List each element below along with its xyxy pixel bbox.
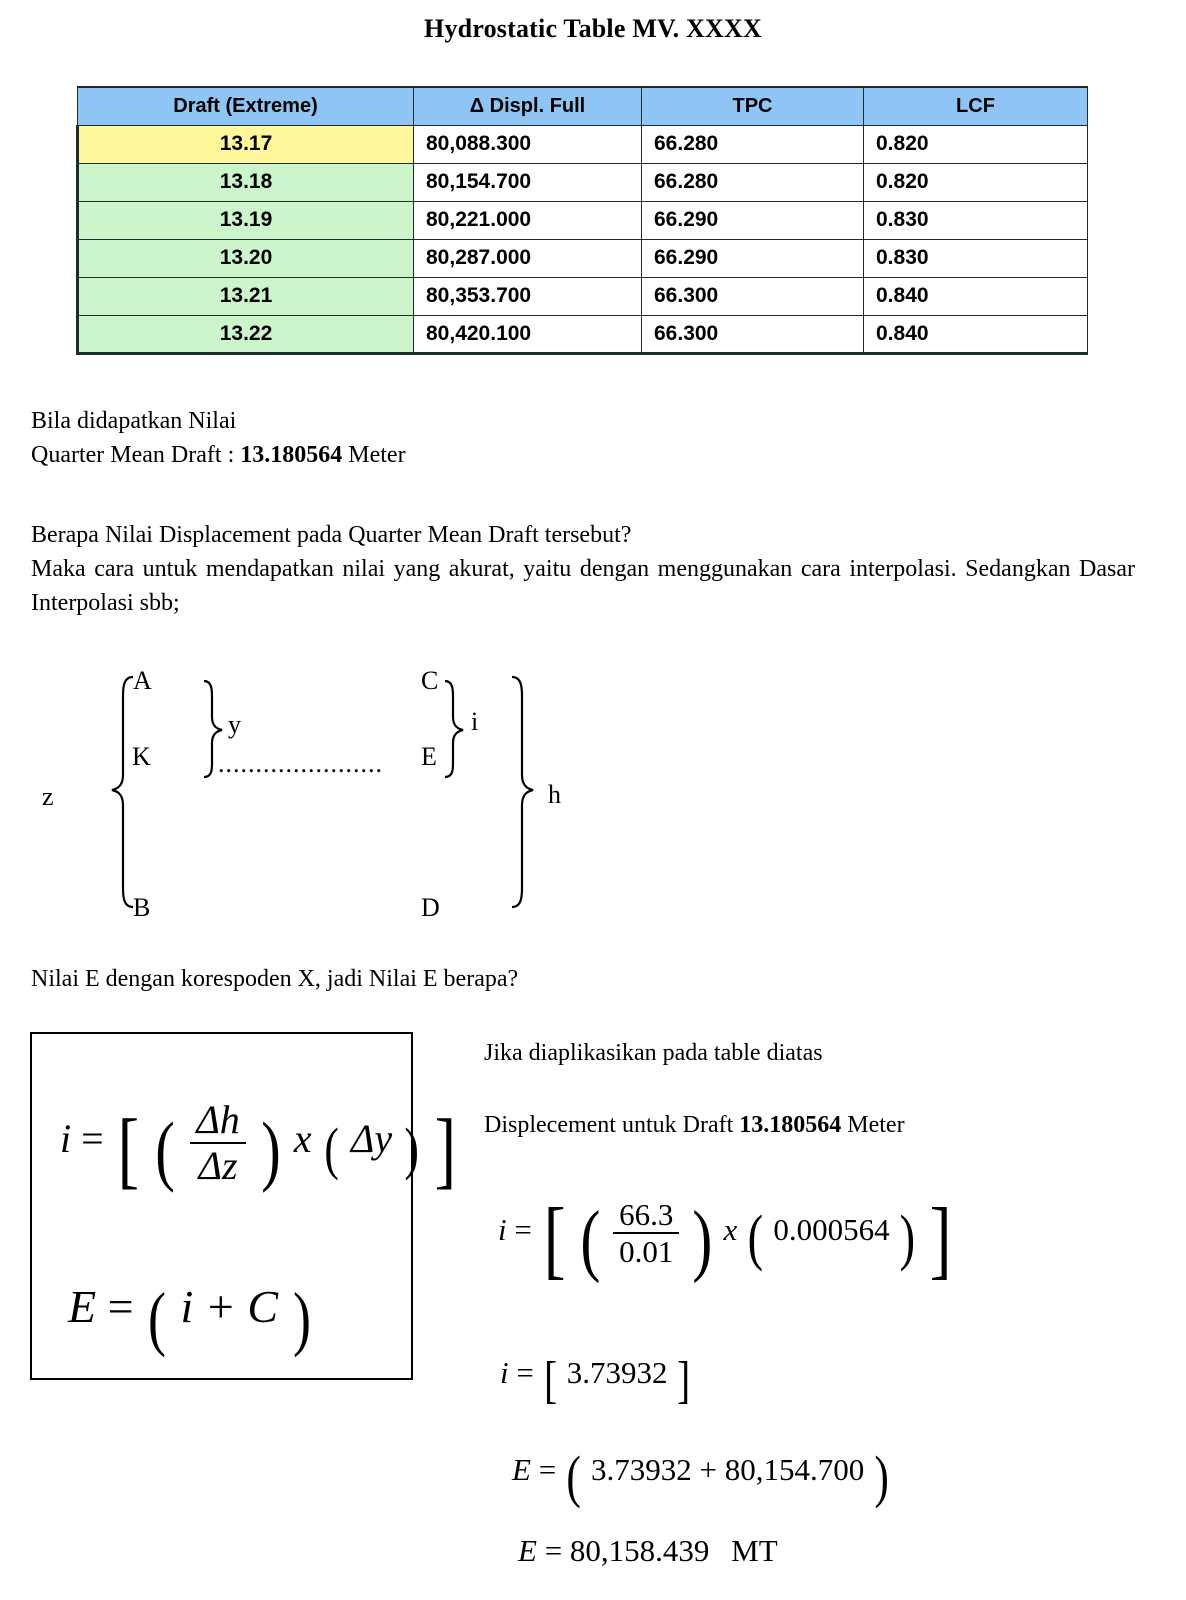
diagram-label-K: K: [132, 742, 151, 771]
displacement-label: Displecement untuk Draft: [484, 1112, 740, 1138]
cell-lcf: 0.820: [864, 163, 1088, 201]
formula-E-result: [518, 1535, 778, 1566]
nilai-e-question: Nilai E dengan korespoden X, jadi Nilai E berapa?: [31, 966, 519, 992]
intro-line-2: [31, 438, 1141, 472]
sum-term-2: 80,154.700: [724, 1452, 865, 1487]
cell-lcf: 0.830: [864, 201, 1088, 239]
paren-open-icon: (: [155, 1106, 176, 1194]
formula-rhs-i-plus-C: i + C: [180, 1281, 279, 1332]
formula-equals-2: =: [107, 1281, 134, 1332]
hydrostatic-table: [76, 86, 1088, 355]
applied-fraction-tpc-over-step: [613, 1196, 679, 1269]
cell-lcf: 0.820: [864, 125, 1088, 163]
table-body: [78, 125, 1088, 353]
formula-lhs-E: E: [68, 1281, 97, 1332]
hydrostatic-table-container: [76, 86, 1086, 355]
cell-lcf: 0.830: [864, 239, 1088, 277]
diagram-label-h: h: [548, 780, 561, 809]
formula-multiply: x: [293, 1116, 312, 1162]
formula-equals: =: [81, 1116, 104, 1162]
table-header-row: [78, 87, 1088, 125]
table-row: [78, 239, 1088, 277]
column-header-draft: Draft (Extreme): [78, 87, 414, 125]
formula-E-sum: [512, 1444, 891, 1509]
bracket-close-icon-applied: ]: [929, 1191, 952, 1288]
paren-close-icon-applied: ): [692, 1196, 713, 1284]
cell-draft: 13.21: [78, 277, 414, 315]
formula-i-result: [500, 1352, 693, 1409]
fraction-denominator: Δz: [190, 1142, 245, 1186]
paren-close-icon-2: ): [404, 1116, 420, 1182]
sum-term-1: 3.73932: [591, 1452, 692, 1487]
result-lhs-i: i: [500, 1355, 509, 1390]
diagram-label-E: E: [421, 742, 437, 771]
intro-paragraph: [31, 404, 1141, 472]
diagram-label-D: D: [421, 893, 440, 922]
cell-displacement: 80,287.000: [414, 239, 642, 277]
column-header-tpc: TPC: [642, 87, 864, 125]
cell-tpc: 66.290: [642, 239, 864, 277]
cell-lcf: 0.840: [864, 315, 1088, 353]
diagram-label-i: i: [471, 707, 479, 736]
page-title: Hydrostatic Table MV. XXXX: [424, 14, 762, 43]
cell-tpc: 66.280: [642, 163, 864, 201]
general-formula-box: [30, 1032, 457, 1380]
formula-E-general: [68, 1278, 314, 1358]
final-E-unit: MT: [731, 1533, 778, 1568]
formula-fraction-dh-dz: [190, 1097, 245, 1188]
paren-close-icon: ): [261, 1106, 281, 1194]
diagram-label-A: A: [133, 666, 152, 695]
cell-tpc: 66.290: [642, 201, 864, 239]
cell-draft: 13.17: [78, 125, 414, 163]
question-paragraph: [31, 518, 1135, 620]
fraction-numerator: Δh: [196, 1097, 240, 1142]
brace-z: [112, 677, 133, 907]
table-row: [78, 277, 1088, 315]
bracket-close-icon: ]: [435, 1101, 457, 1198]
cell-draft: 13.19: [78, 201, 414, 239]
cell-lcf: 0.840: [864, 277, 1088, 315]
cell-tpc: 66.280: [642, 125, 864, 163]
result-equals-i: =: [516, 1355, 534, 1390]
applied-equals: =: [514, 1212, 532, 1247]
result-i-value: 3.73932: [566, 1355, 668, 1390]
final-equals: =: [544, 1533, 563, 1568]
bracket-open-icon-result: [: [543, 1352, 557, 1409]
cell-displacement: 80,221.000: [414, 201, 642, 239]
brace-shapes: [30, 655, 670, 935]
cell-displacement: 80,353.700: [414, 277, 642, 315]
cell-displacement: 80,154.700: [414, 163, 642, 201]
applied-factor: 0.000564: [773, 1212, 890, 1247]
column-header-displacement: Δ Displ. Full: [414, 87, 642, 125]
applied-multiply: x: [723, 1212, 738, 1247]
table-row: [78, 201, 1088, 239]
brace-h: [512, 677, 533, 907]
paren-open-icon-3: (: [148, 1278, 167, 1358]
displacement-unit: Meter: [841, 1112, 905, 1138]
paren-open-icon-applied-2: (: [747, 1204, 764, 1272]
sum-equals: =: [538, 1452, 557, 1487]
sum-plus-sign: +: [699, 1452, 717, 1487]
final-lhs-E: E: [518, 1533, 537, 1568]
final-E-value: 80,158.439: [569, 1533, 710, 1568]
cell-draft: 13.22: [78, 315, 414, 353]
applied-fraction-numerator: 66.3: [619, 1196, 674, 1232]
formula-interpolation-general: [60, 1097, 460, 1198]
bracket-close-icon-result: ]: [677, 1352, 691, 1409]
cell-draft: 13.20: [78, 239, 414, 277]
sum-lhs-E: E: [512, 1452, 531, 1487]
formula-lhs-i: i: [60, 1116, 72, 1162]
intro-line-1: Bila didapatkan Nilai: [31, 408, 237, 434]
quarter-mean-draft-value: 13.180564: [240, 442, 343, 469]
table-row: [78, 315, 1088, 353]
paren-open-icon-sum: (: [566, 1444, 581, 1509]
cell-displacement: 80,088.300: [414, 125, 642, 163]
column-header-lcf: LCF: [864, 87, 1088, 125]
brace-i: [445, 681, 463, 777]
bracket-open-icon: [: [117, 1101, 139, 1198]
paren-close-icon-sum: ): [874, 1444, 889, 1509]
formula-i-applied: [498, 1191, 955, 1288]
diagram-label-y: y: [228, 710, 241, 739]
applied-fraction-denominator: 0.01: [613, 1232, 679, 1267]
question-line-1: Berapa Nilai Displacement pada Quarter Mean Draft tersebut?: [31, 522, 632, 548]
bracket-open-icon-applied: [: [543, 1191, 566, 1288]
applied-note: Jika diaplikasikan pada table diatas: [484, 1040, 823, 1066]
paren-open-icon-2: (: [323, 1116, 339, 1182]
applied-lhs-i: i: [498, 1212, 507, 1247]
quarter-mean-draft-label: Quarter Mean Draft :: [31, 442, 241, 469]
table-row: [78, 163, 1088, 201]
paren-close-icon-3: ): [292, 1278, 311, 1358]
diagram-dotted-connector: ......................: [218, 749, 383, 778]
question-line-2: Maka cara untuk mendapatkan nilai yang akurat, yaitu dengan menggunakan cara interpolasi. Sedangkan Dasar Interpolasi sbb;: [31, 556, 1135, 617]
cell-draft: 13.18: [78, 163, 414, 201]
quarter-mean-draft-unit: Meter: [342, 442, 406, 469]
diagram-label-z: z: [42, 782, 54, 811]
cell-displacement: 80,420.100: [414, 315, 642, 353]
diagram-label-B: B: [133, 893, 151, 922]
cell-tpc: 66.300: [642, 277, 864, 315]
diagram-label-C: C: [421, 666, 439, 695]
interpolation-brace-diagram: [30, 655, 670, 935]
formula-factor-dy: Δy: [350, 1116, 393, 1162]
paren-open-icon-applied: (: [580, 1196, 600, 1284]
displacement-for-draft-line: [484, 1112, 905, 1139]
table-header: [78, 87, 1088, 125]
displacement-draft-value: 13.180564: [739, 1112, 842, 1138]
paren-close-icon-applied-2: ): [899, 1204, 916, 1272]
table-row: [78, 125, 1088, 163]
cell-tpc: 66.300: [642, 315, 864, 353]
